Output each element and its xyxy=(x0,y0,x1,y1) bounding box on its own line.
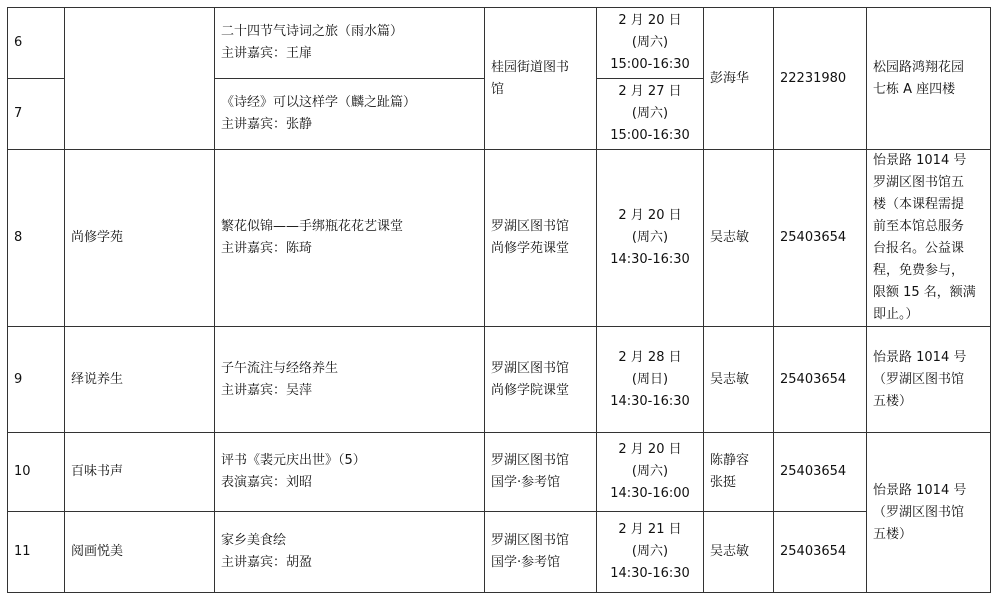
event-time: 14:30-16:30 xyxy=(610,252,690,267)
event-weekday: (周六) xyxy=(631,464,669,479)
venue-line: 馆 xyxy=(491,81,505,97)
date-cell xyxy=(597,8,704,79)
venue-cell xyxy=(485,433,597,512)
address-line: 松园路鸿翔花园 xyxy=(873,59,965,75)
event-date: 2 月 20 日 xyxy=(618,208,682,223)
address-line: 怡景路 1014 号 xyxy=(873,482,967,498)
venue-line: 尚修学苑课堂 xyxy=(491,241,570,256)
address-cell xyxy=(867,8,991,150)
event-time: 14:30-16:30 xyxy=(610,566,690,581)
event-date: 2 月 20 日 xyxy=(618,13,682,28)
series-name-empty xyxy=(65,8,215,150)
venue-line: 尚修学院课堂 xyxy=(491,382,570,398)
lecture-cell xyxy=(215,8,485,79)
address-line: 即止。） xyxy=(873,307,919,322)
event-time: 14:30-16:30 xyxy=(610,393,690,409)
venue-cell xyxy=(485,150,597,327)
lecture-guest: 表演嘉宾：刘昭 xyxy=(221,475,313,490)
venue-cell xyxy=(485,8,597,150)
contact-phone: 25403654 xyxy=(774,150,867,327)
address-line: 程，免费参与， xyxy=(873,263,965,278)
contact-person: 吴志敏 xyxy=(704,512,774,593)
venue-cell xyxy=(485,512,597,593)
address-line: （罗湖区图书馆 xyxy=(873,504,965,520)
lecture-topic: 评书《裴元庆出世》（5） xyxy=(221,453,366,468)
address-line: 怡景路 1014 号 xyxy=(873,153,967,168)
lecture-cell xyxy=(215,150,485,327)
venue-cell xyxy=(485,327,597,433)
lecture-guest: 主讲嘉宾：陈琦 xyxy=(221,241,313,256)
address-line: 限额 15 名，额满 xyxy=(873,285,976,300)
address-line: 五楼） xyxy=(873,526,913,542)
event-weekday: (周六) xyxy=(631,106,669,121)
series-name: 百味书声 xyxy=(65,433,215,512)
series-name: 阅画悦美 xyxy=(65,512,215,593)
address-cell xyxy=(867,433,991,593)
row-number: 6 xyxy=(8,8,65,79)
lecture-guest: 主讲嘉宾：吴萍 xyxy=(221,382,313,398)
table-row xyxy=(8,8,991,79)
event-date: 2 月 27 日 xyxy=(618,84,682,99)
contact-phone: 25403654 xyxy=(774,512,867,593)
event-date: 2 月 20 日 xyxy=(618,442,682,457)
address-line: 怡景路 1014 号 xyxy=(873,349,967,365)
contact-person xyxy=(704,433,774,512)
contact-phone: 22231980 xyxy=(774,8,867,150)
address-line: 七栋 A 座四楼 xyxy=(873,81,956,97)
table-row xyxy=(8,512,991,593)
venue-line: 罗湖区图书馆 xyxy=(491,453,570,468)
lecture-cell xyxy=(215,327,485,433)
address-line: 前至本馆总服务 xyxy=(873,219,965,234)
date-cell xyxy=(597,79,704,150)
row-number: 9 xyxy=(8,327,65,433)
lecture-topic: 《诗经》可以这样学（麟之趾篇） xyxy=(221,95,417,110)
address-cell xyxy=(867,327,991,433)
address-line: 台报名。公益课 xyxy=(873,241,965,256)
event-weekday: (周六) xyxy=(631,230,669,245)
event-schedule-table xyxy=(7,7,991,593)
lecture-cell xyxy=(215,79,485,150)
series-name: 绎说养生 xyxy=(65,327,215,433)
lecture-topic: 二十四节气诗词之旅（雨水篇） xyxy=(221,24,404,39)
contact-person: 彭海华 xyxy=(704,8,774,150)
venue-line: 桂园街道图书 xyxy=(491,59,570,75)
contact-phone: 25403654 xyxy=(774,327,867,433)
row-number: 11 xyxy=(8,512,65,593)
address-line: 罗湖区图书馆五 xyxy=(873,175,965,190)
date-cell xyxy=(597,433,704,512)
address-line: 五楼） xyxy=(873,393,913,409)
event-weekday: (周六) xyxy=(631,544,669,559)
venue-line: 罗湖区图书馆 xyxy=(491,533,570,548)
venue-line: 罗湖区图书馆 xyxy=(491,219,570,234)
event-weekday: (周六) xyxy=(631,35,669,50)
event-time: 15:00-16:30 xyxy=(610,128,690,143)
event-time: 14:30-16:00 xyxy=(610,486,690,501)
row-number: 8 xyxy=(8,150,65,327)
lecture-topic: 家乡美食绘 xyxy=(221,533,287,548)
series-name: 尚修学苑 xyxy=(65,150,215,327)
date-cell xyxy=(597,150,704,327)
address-line: 楼（本课程需提 xyxy=(873,197,965,212)
contact-name: 张挺 xyxy=(710,475,737,490)
address-line: （罗湖区图书馆 xyxy=(873,371,965,387)
lecture-topic: 子午流注与经络养生 xyxy=(221,360,339,376)
lecture-guest: 主讲嘉宾：张静 xyxy=(221,117,313,132)
table-row xyxy=(8,150,991,327)
lecture-cell xyxy=(215,433,485,512)
table-row xyxy=(8,327,991,433)
event-date: 2 月 28 日 xyxy=(618,349,682,365)
lecture-guest: 主讲嘉宾：王扉 xyxy=(221,46,313,61)
lecture-topic: 繁花似锦——手绑瓶花花艺课堂 xyxy=(221,219,404,234)
row-number: 7 xyxy=(8,79,65,150)
table-row xyxy=(8,433,991,512)
event-date: 2 月 21 日 xyxy=(618,522,682,537)
venue-line: 国学·参考馆 xyxy=(491,555,561,570)
venue-line: 国学·参考馆 xyxy=(491,475,561,490)
lecture-cell xyxy=(215,512,485,593)
date-cell xyxy=(597,512,704,593)
date-cell xyxy=(597,327,704,433)
event-time: 15:00-16:30 xyxy=(610,57,690,72)
contact-name: 陈静容 xyxy=(710,453,750,468)
event-weekday: (周日) xyxy=(631,371,669,387)
row-number: 10 xyxy=(8,433,65,512)
contact-person: 吴志敏 xyxy=(704,150,774,327)
contact-phone: 25403654 xyxy=(774,433,867,512)
address-cell xyxy=(867,150,991,327)
lecture-guest: 主讲嘉宾：胡盈 xyxy=(221,555,313,570)
venue-line: 罗湖区图书馆 xyxy=(491,360,570,376)
contact-person: 吴志敏 xyxy=(704,327,774,433)
